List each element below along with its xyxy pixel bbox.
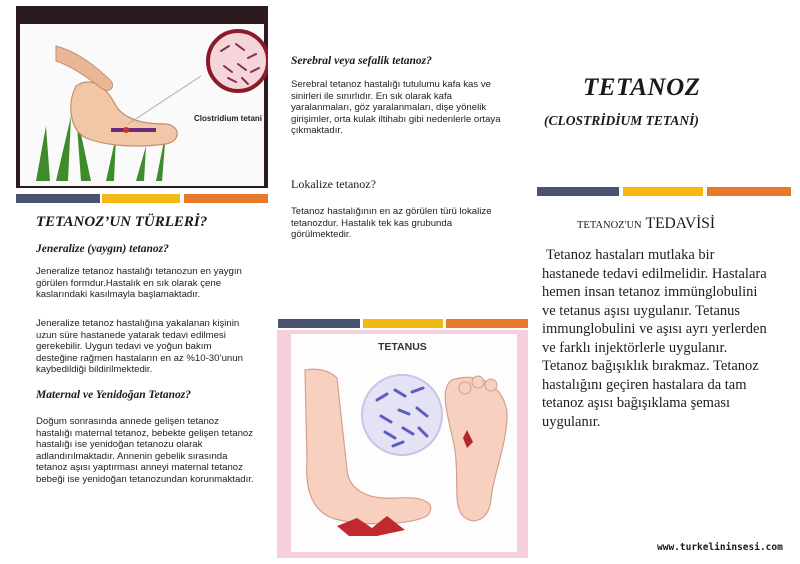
divider-orange-left (184, 194, 268, 203)
generalized-paragraph-1: Jeneralize tetanoz hastalığı tetanozun en yaygın görülen formdur.Hastalık en sık olarak çene kaslarındaki kasılmayla başlamaktadır. (36, 266, 242, 301)
treatment-heading-small: TETANOZ'UN (577, 220, 642, 231)
tetanus-feet-illustration (277, 330, 528, 558)
divider-yellow-left (102, 194, 180, 203)
clostridium-label: Clostridium tetani (194, 114, 263, 123)
main-title: TETANOZ (583, 74, 701, 101)
divider-yellow-mid (363, 319, 443, 328)
localized-paragraph: Tetanoz hastalığının en az görülen türü lokalize tetanozdur. Hastalık tek kas grubunda görülmektedir. (291, 206, 492, 241)
cerebral-paragraph: Serebral tetanoz hastalığı tutulumu kafa kas ve sinirleri ile sınırlıdır. En sık olarak kafa yaralanmaları, göz yaralanmaları, dişe yönelik girişimler, orta kulak iltihabı gibi nedenlerle ortaya çıkmaktadır. (291, 79, 501, 137)
tetanus-feet-drawing (277, 330, 528, 558)
foot-wound-illustration (16, 6, 268, 188)
treatment-heading-big: TEDAVİSİ (645, 215, 716, 232)
foot-wound-drawing (16, 6, 268, 188)
treatment-paragraph: Tetanoz hastaları mutlaka bir hastanede tedavi edilmelidir. Hastalara hemen insan tetanoz immünglobulini ve tetanus aşısı uygulanır. Tetanus immunglobulini ve aşısı ayrı yerlerden ve farklı injektörlerle uygulanır. Tetanoz bağışıklık bırakmaz. Tetanoz hastalığını geçiren hastalara da tam tetanoz aşısı bağışıklama şeması uygulanır. (542, 247, 767, 430)
tetanus-label: TETANUS (378, 341, 427, 353)
divider-dark-right (537, 187, 619, 196)
maternal-heading: Maternal ve Yenidoğan Tetanoz? (36, 389, 191, 401)
main-subtitle: (CLOSTRİDİUM TETANİ) (544, 113, 699, 128)
divider-orange-mid (446, 319, 528, 328)
cerebral-heading: Serebral veya sefalik tetanoz? (291, 55, 432, 67)
types-heading: TETANOZ’UN TÜRLERİ? (36, 214, 208, 230)
generalized-heading: Jeneralize (yaygın) tetanoz? (36, 243, 169, 255)
watermark: www.turkelininsesi.com (657, 542, 783, 553)
divider-yellow-right (623, 187, 703, 196)
treatment-heading (577, 215, 715, 233)
divider-dark-mid (278, 319, 360, 328)
maternal-paragraph: Doğum sonrasında annede gelişen tetanoz hastalığı maternal tetanoz, bebekte gelişen tetanoz hastalığı ise yenidoğan tetanozu olarak adlandırılmaktadır. Annenin gebelik sırasında tetanoz aşısı yaptırması anneyi maternal tetanoz bebeği ise yenidoğan tetanozundan korunmaktadır. (36, 416, 254, 485)
divider-dark-left (16, 194, 100, 203)
generalized-paragraph-2: Jeneralize tetanoz hastalığına yakalanan kişinin uzun süre hastanede yatarak tedavi edilmesi gerekebilir. Uygun tedavi ve yoğun bakım desteğine rağmen hastaların en az %10-30’unun kaybedildiği bildirilmektedir. (36, 318, 243, 376)
divider-orange-right (707, 187, 791, 196)
localized-heading: Lokalize tetanoz? (291, 177, 376, 191)
